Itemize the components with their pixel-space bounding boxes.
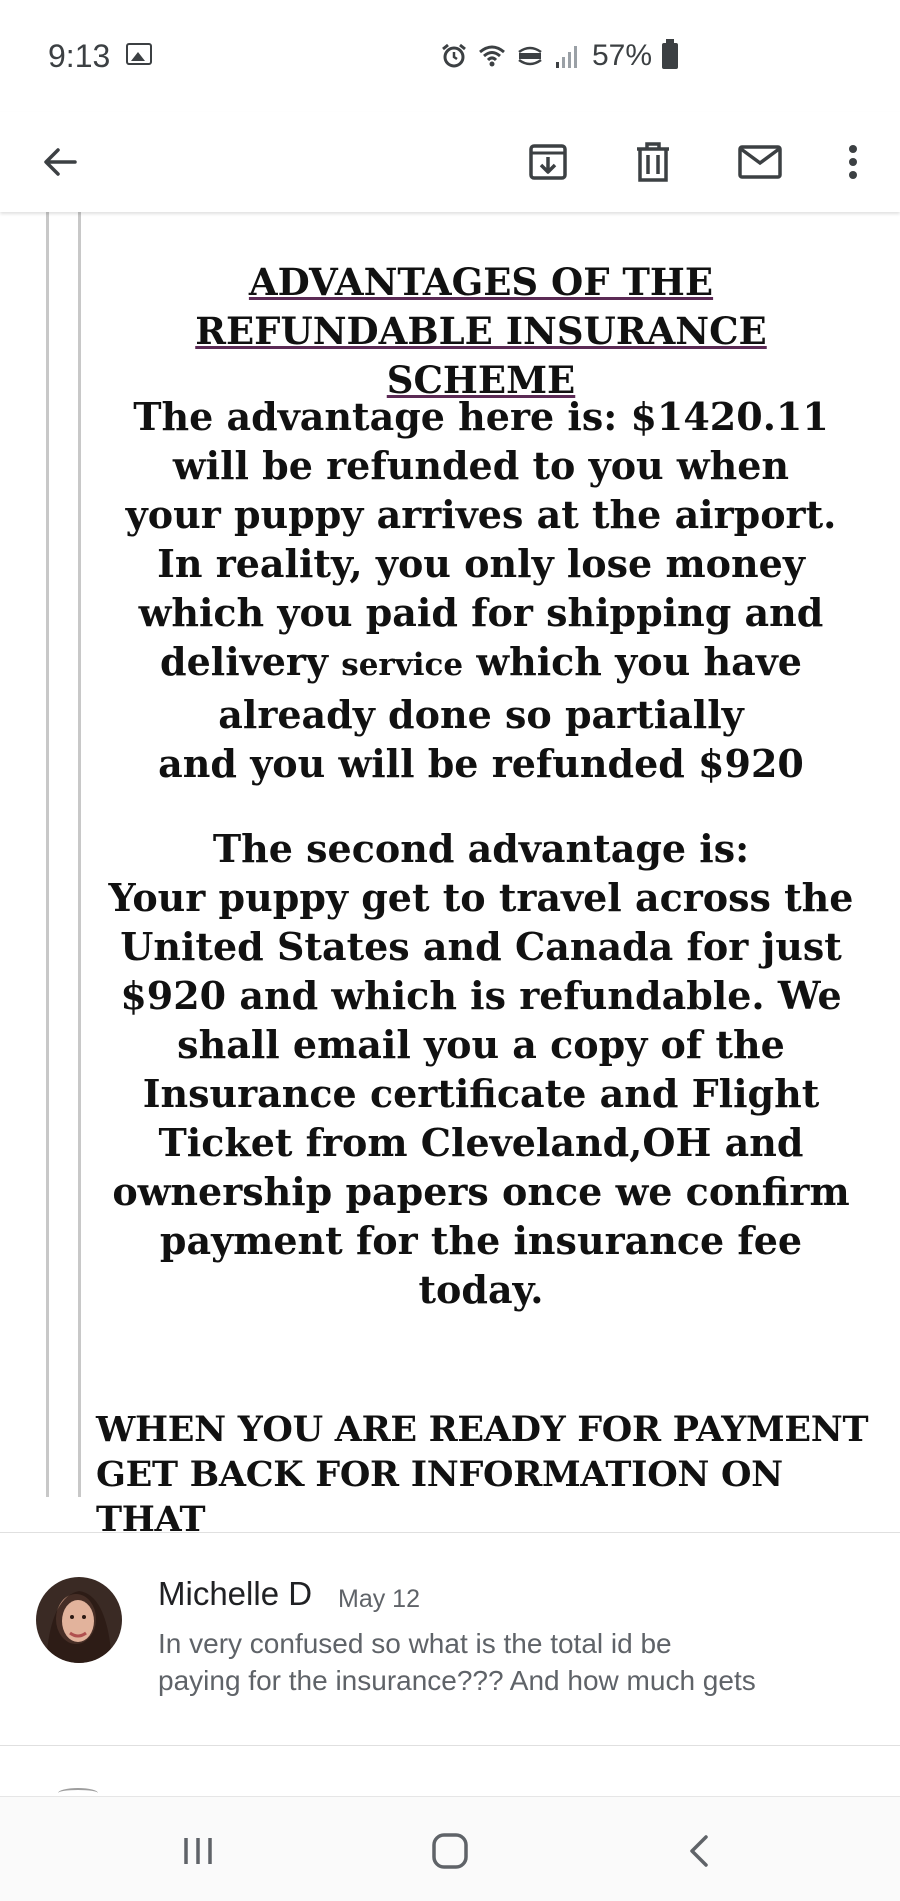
advantage-paragraph-1 — [96, 392, 866, 788]
text-fragment: which you have — [476, 639, 802, 684]
alarm-icon — [440, 42, 468, 70]
back-icon — [678, 1829, 722, 1873]
archive-button[interactable] — [520, 134, 576, 190]
text-line: today. — [418, 1267, 544, 1312]
quote-line — [46, 212, 49, 1497]
avatar[interactable] — [36, 1577, 122, 1663]
text-line — [96, 637, 866, 690]
status-time: 9:13 — [48, 38, 111, 74]
status-icons — [440, 38, 678, 74]
more-vert-icon — [830, 139, 876, 185]
advantage-paragraph-2 — [96, 824, 866, 1314]
text-line: The advantage here is: $1420.11 — [133, 394, 829, 439]
heading-line: ADVANTAGES OF THE — [248, 260, 714, 304]
mail-icon — [737, 139, 783, 185]
back-arrow-icon — [37, 139, 83, 185]
text-line: Your puppy get to travel across the — [108, 875, 854, 920]
recents-icon — [176, 1829, 220, 1873]
text-line: WHEN YOU ARE READY FOR PAYMENT — [96, 1409, 869, 1450]
text-line: In reality, you only lose money — [157, 541, 805, 586]
home-icon — [428, 1829, 472, 1873]
text-line: United States and Canada for just — [120, 924, 842, 969]
text-line: ownership papers once we confirm — [112, 1169, 850, 1214]
text-line: shall email you a copy of the — [177, 1022, 785, 1067]
trash-icon — [630, 139, 676, 185]
text-line: and you will be refunded $920 — [158, 741, 804, 786]
more-options-button[interactable] — [825, 134, 881, 190]
snippet-line: In very confused so what is the total id be — [158, 1628, 672, 1659]
text-line: payment for the insurance fee — [159, 1218, 803, 1263]
text-line: The second advantage is: — [212, 826, 750, 871]
volte-icon — [516, 42, 544, 70]
status-bar — [0, 0, 900, 112]
quote-line — [78, 212, 81, 1497]
home-button[interactable] — [426, 1827, 474, 1875]
archive-icon — [525, 139, 571, 185]
message-date: May 12 — [338, 1585, 420, 1613]
heading-line: REFUNDABLE INSURANCE SCHEME — [195, 309, 767, 402]
battery-icon — [662, 43, 678, 69]
battery-percent: 57% — [592, 39, 653, 72]
delete-button[interactable] — [625, 134, 681, 190]
wifi-icon — [478, 42, 506, 70]
email-heading — [96, 258, 866, 405]
message-snippet — [158, 1625, 858, 1699]
payment-note — [96, 1407, 886, 1532]
recents-button[interactable] — [174, 1827, 222, 1875]
text-line: Ticket from Cleveland,OH and — [158, 1120, 804, 1165]
text-fragment-small: service — [341, 647, 464, 683]
system-nav-bar — [0, 1796, 900, 1901]
text-line: $920 and which is refundable. We — [120, 973, 842, 1018]
signal-icon — [554, 42, 582, 70]
mark-unread-button[interactable] — [732, 134, 788, 190]
snippet-line: paying for the insurance??? And how much gets — [158, 1665, 756, 1696]
text-line: Insurance certificate and Flight — [142, 1071, 820, 1116]
image-icon — [126, 43, 152, 65]
reply-message-collapsed[interactable] — [0, 1533, 900, 1745]
text-line: which you paid for shipping and — [138, 590, 824, 635]
text-line: GET BACK FOR INFORMATION ON THAT — [96, 1454, 783, 1532]
system-back-button[interactable] — [676, 1827, 724, 1875]
text-line: your puppy arrives at the airport. — [125, 492, 837, 537]
text-fragment: delivery — [160, 639, 329, 684]
email-action-bar — [0, 112, 900, 212]
text-line: already done so partially — [218, 692, 744, 737]
back-button[interactable] — [32, 134, 88, 190]
divider — [0, 1745, 900, 1746]
text-line: will be refunded to you when — [172, 443, 790, 488]
email-body — [0, 212, 900, 1532]
sender-name: Michelle D — [158, 1575, 313, 1612]
